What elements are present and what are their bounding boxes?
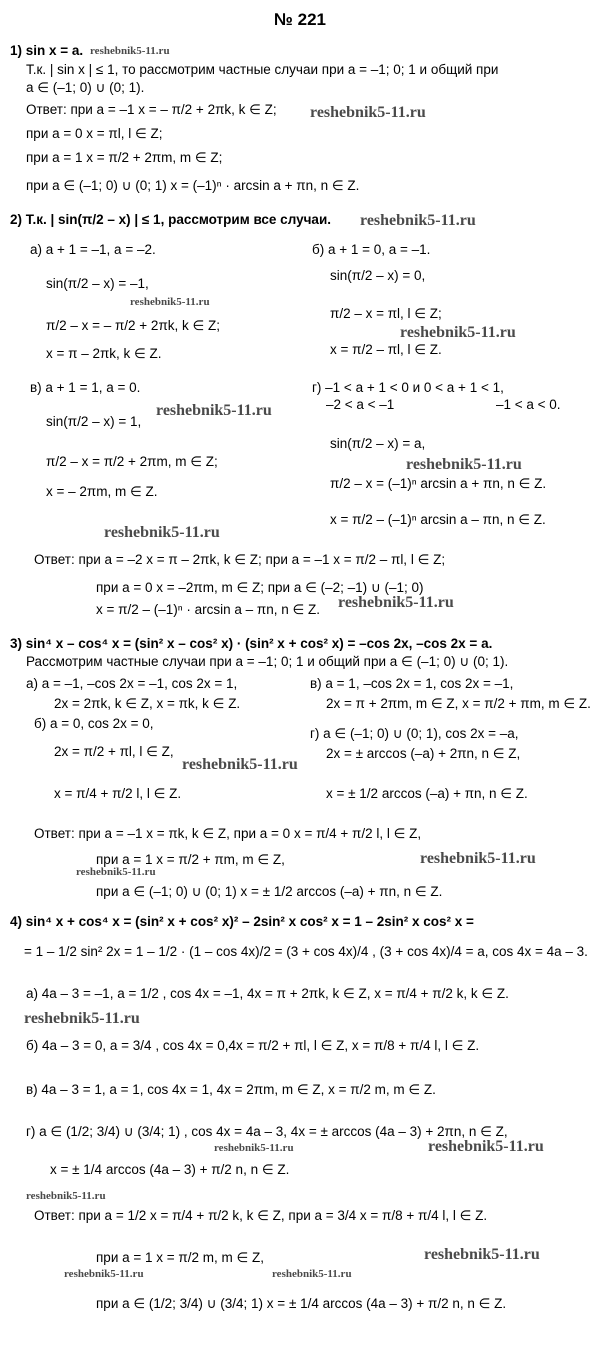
answer-line: Ответ: при a = –1 x = – π/2 + 2πk, k ∈ Z; (26, 102, 277, 117)
watermark: reshebnik5-11.ru (76, 866, 156, 878)
text-line: x = π/2 – (–1)ⁿ · arcsin a – πn, n ∈ Z. (96, 602, 321, 617)
case-v: в) a + 1 = 1, a = 0. (30, 380, 141, 395)
text-line: при a ∈ (–1; 0) ∪ (0; 1) x = ± 1/2 arccos (–a) + πn, n ∈ Z. (96, 884, 443, 899)
text-line: π/2 – x = (–1)ⁿ arcsin a + πn, n ∈ Z. (330, 476, 547, 491)
text-line: при a ∈ (–1; 0) ∪ (0; 1) x = (–1)ⁿ · arcsin a + πn, n ∈ Z. (26, 178, 360, 193)
answer-line: Ответ: при a = –1 x = πk, k ∈ Z, при a = 0 x = π/4 + π/2 l, l ∈ Z, (34, 826, 422, 841)
watermark: reshebnik5-11.ru (338, 594, 454, 611)
text-line: x = π – 2πk, k ∈ Z. (46, 346, 162, 361)
watermark: reshebnik5-11.ru (310, 104, 426, 121)
watermark: reshebnik5-11.ru (24, 1010, 140, 1027)
watermark: reshebnik5-11.ru (104, 524, 220, 541)
item-3-header: 3) sin⁴ x – cos⁴ x = (sin² x – cos² x) · (sin² x + cos² x) = –cos 2x, –cos 2x = a. (10, 636, 493, 651)
item-1-header: 1) sin x = a. (10, 43, 84, 58)
page-title: № 221 (273, 10, 327, 29)
text-line: при a = 1 x = π/2 + 2πm, m ∈ Z; (26, 150, 223, 165)
watermark: reshebnik5-11.ru (26, 1190, 106, 1202)
watermark: reshebnik5-11.ru (214, 1142, 294, 1154)
text-line: при a = 0 x = πl, l ∈ Z; (26, 126, 163, 141)
item-4-header: 4) sin⁴ x + cos⁴ x = (sin² x + cos² x)² – 2sin² x cos² x = 1 – 2sin² x cos² x = (10, 914, 474, 929)
text-line: sin(π/2 – x) = 0, (330, 268, 426, 283)
watermark: reshebnik5-11.ru (360, 212, 476, 229)
text-line: sin(π/2 – x) = –1, (46, 276, 149, 291)
text-line: sin(π/2 – x) = 1, (46, 414, 142, 429)
text-line: 2x = π/2 + πl, l ∈ Z, (54, 744, 174, 759)
case-g: г) a ∈ (1/2; 3/4) ∪ (3/4; 1) , cos 4x = 4a – 3, 4x = ± arccos (4a – 3) + 2πn, n ∈ Z, (26, 1124, 508, 1139)
text-line: x = π/4 + π/2 l, l ∈ Z. (54, 786, 182, 801)
text-line: x = ± 1/4 arccos (4a – 3) + π/2 n, n ∈ Z. (50, 1162, 290, 1177)
item-2-header: 2) Т.к. | sin(π/2 – x) | ≤ 1, рассмотрим все случаи. (10, 212, 331, 227)
text-line: при a = 0 x = –2πm, m ∈ Z; при a ∈ (–2; –1) ∪ (–1; 0) (96, 580, 424, 595)
watermark: reshebnik5-11.ru (64, 1268, 144, 1280)
case-a: а) a + 1 = –1, a = –2. (30, 242, 156, 257)
text-line: Т.к. | sin x | ≤ 1, то рассмотрим частные случаи при a = –1; 0; 1 и общий при (26, 62, 499, 77)
watermark: reshebnik5-11.ru (424, 1246, 540, 1263)
text-line: π/2 – x = πl, l ∈ Z; (330, 306, 442, 321)
text-line: 2x = ± arccos (–a) + 2πn, n ∈ Z, (326, 746, 521, 761)
text-line: π/2 – x = – π/2 + 2πk, k ∈ Z; (46, 318, 221, 333)
answer-line: Ответ: при a = –2 x = π – 2πk, k ∈ Z; при a = –1 x = π/2 – πl, l ∈ Z; (34, 552, 446, 567)
case-v: в) 4a – 3 = 1, a = 1, cos 4x = 1, 4x = 2πm, m ∈ Z, x = π/2 m, m ∈ Z. (26, 1082, 436, 1097)
text-line: a ∈ (–1; 0) ∪ (0; 1). (26, 80, 145, 95)
text-line: sin(π/2 – x) = a, (330, 436, 426, 451)
text-line: x = π/2 – πl, l ∈ Z. (330, 342, 442, 357)
text-line: при a ∈ (1/2; 3/4) ∪ (3/4; 1) x = ± 1/4 arccos (4a – 3) + π/2 n, n ∈ Z. (96, 1296, 507, 1311)
watermark: reshebnik5-11.ru (90, 45, 170, 57)
case-g: г) –1 < a + 1 < 0 и 0 < a + 1 < 1, (312, 380, 504, 395)
case-b: б) a + 1 = 0, a = –1. (312, 242, 431, 257)
watermark: reshebnik5-11.ru (130, 296, 210, 308)
case-v: в) a = 1, –cos 2x = 1, cos 2x = –1, (310, 676, 514, 691)
text-line: = 1 – 1/2 sin² 2x = 1 – 1/2 · (1 – cos 4x)/2 = (3 + cos 4x)/4 , (3 + cos 4x)/4 = a, cos 4x = 4a – 3. (24, 944, 588, 959)
text-line: 2x = 2πk, k ∈ Z, x = πk, k ∈ Z. (54, 696, 241, 711)
watermark: reshebnik5-11.ru (182, 756, 298, 773)
watermark: reshebnik5-11.ru (272, 1268, 352, 1280)
text-line: 2x = π + 2πm, m ∈ Z, x = π/2 + πm, m ∈ Z. (326, 696, 591, 711)
text-line: –1 < a < 0. (496, 397, 561, 412)
case-b: б) a = 0, cos 2x = 0, (34, 716, 154, 731)
text-line: x = – 2πm, m ∈ Z. (46, 484, 158, 499)
answer-line: Ответ: при a = 1/2 x = π/4 + π/2 k, k ∈ Z, при a = 3/4 x = π/8 + π/4 l, l ∈ Z. (34, 1208, 488, 1223)
text-line: при a = 1 x = π/2 + πm, m ∈ Z, (96, 852, 285, 867)
case-b: б) 4a – 3 = 0, a = 3/4 , cos 4x = 0,4x = π/2 + πl, l ∈ Z, x = π/8 + π/4 l, l ∈ Z. (26, 1038, 480, 1053)
watermark: reshebnik5-11.ru (428, 1138, 544, 1155)
text-line: Рассмотрим частные случаи при a = –1; 0; 1 и общий при a ∈ (–1; 0) ∪ (0; 1). (26, 654, 509, 669)
watermark: reshebnik5-11.ru (420, 850, 536, 867)
text-line: при a = 1 x = π/2 m, m ∈ Z, (96, 1250, 264, 1265)
text-line: x = ± 1/2 arccos (–a) + πn, n ∈ Z. (326, 786, 528, 801)
watermark: reshebnik5-11.ru (156, 402, 272, 419)
text-line: x = π/2 – (–1)ⁿ arcsin a – πn, n ∈ Z. (330, 512, 546, 527)
case-a: а) a = –1, –cos 2x = –1, cos 2x = 1, (26, 676, 238, 691)
case-a: а) 4a – 3 = –1, a = 1/2 , cos 4x = –1, 4x = π + 2πk, k ∈ Z, x = π/4 + π/2 k, k ∈ Z. (26, 986, 509, 1001)
text-line: –2 < a < –1 (326, 397, 395, 412)
watermark: reshebnik5-11.ru (400, 324, 516, 341)
text-line: π/2 – x = π/2 + 2πm, m ∈ Z; (46, 454, 218, 469)
watermark: reshebnik5-11.ru (406, 456, 522, 473)
case-g: г) a ∈ (–1; 0) ∪ (0; 1), cos 2x = –a, (310, 726, 519, 741)
